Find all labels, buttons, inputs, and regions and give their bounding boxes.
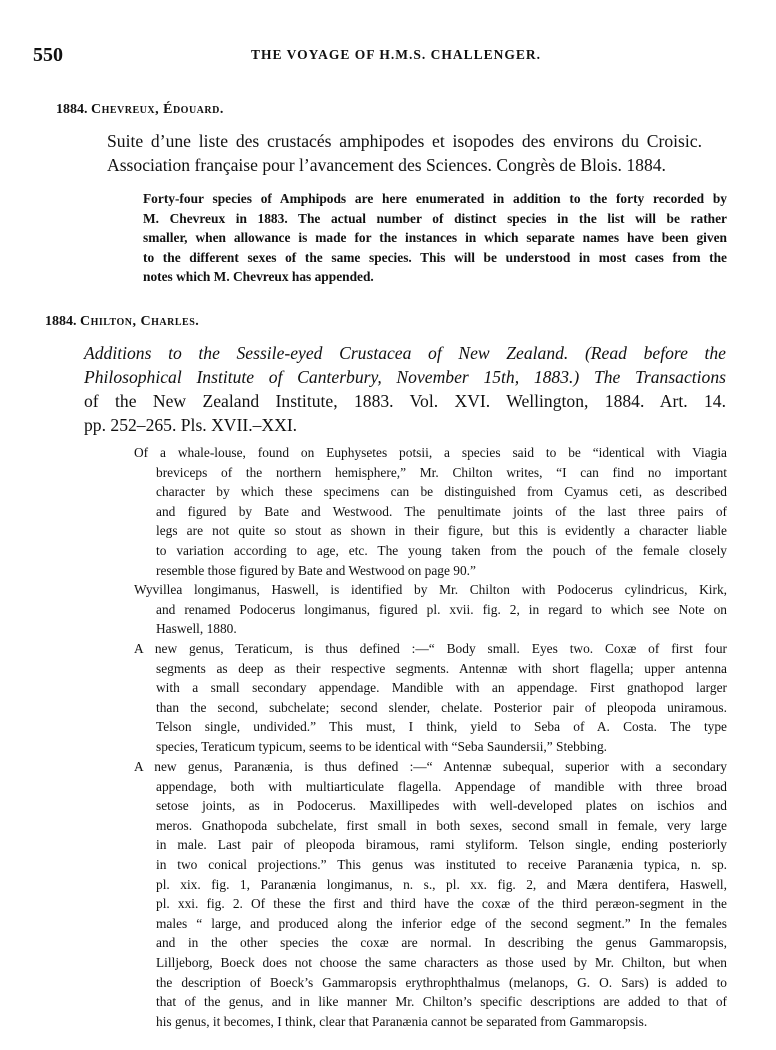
citation-line: Association française pour l’avancement des Sciences. Congrès de Blois. 1884. bbox=[107, 155, 666, 175]
citation-line: Additions to the Sessile-eyed Crustacea of New Zealand. (Read before the bbox=[84, 343, 726, 363]
paragraph-line: legs are not quite so stout as shown in their figure, but this is evidently a character liable bbox=[156, 523, 727, 539]
paragraph-line: breviceps of the northern hemisphere,” Mr. Chilton writes, “I can find no important bbox=[156, 464, 727, 480]
abstract-paragraph-wyvillea bbox=[134, 580, 727, 639]
paragraph-line: in two conical projections.” This genus was instituted to receive Paranænia typica, n. sp. bbox=[156, 856, 727, 872]
entry-author: Chevreux, Édouard. bbox=[91, 102, 224, 117]
page-number: 550 bbox=[33, 44, 63, 66]
entry-abstract bbox=[143, 189, 727, 287]
paragraph-line: pl. xix. fig. 1, Paranænia longimanus, n. s., pl. xx. fig. 2, and Mæra dentifera, Haswell, bbox=[156, 876, 727, 892]
abstract-paragraph-paranaenia bbox=[134, 757, 727, 1031]
entry-citation bbox=[107, 129, 702, 177]
entry-heading-chilton bbox=[45, 314, 199, 330]
paragraph-line: and figured by Bate and Westwood. The penultimate joints of the last three pairs of bbox=[156, 503, 727, 519]
paragraph-line: species, Teraticum typicum, seems to be identical with “Seba Saundersii,” Stebbing. bbox=[156, 738, 608, 754]
abstract-line: Forty-four species of Amphipods are here enumerated in addition to the forty recorded by bbox=[143, 191, 727, 206]
paragraph-line: to variation according to age, etc. The young taken from the pouch of the female closely bbox=[156, 542, 727, 558]
paragraph-line: and renamed Podocerus longimanus, figured pl. xvii. fig. 2, in regard to which see Note on bbox=[156, 601, 727, 617]
paragraph-line: A new genus, Teraticum, is thus defined :—“ Body small. Eyes two. Coxæ of first four bbox=[134, 641, 727, 656]
paragraph-line: Lilljeborg, Boeck does not choose the same characters as those used by Mr. Chilton, but when bbox=[156, 954, 727, 970]
abstract-line: to the different sexes of the same species. This will be understood in most cases from the bbox=[143, 249, 727, 265]
abstract-line: notes which M. Chevreux has appended. bbox=[143, 269, 374, 285]
paragraph-line: segments as deep as their respective segments. Antennæ with short flagella; upper antenna bbox=[156, 660, 727, 676]
citation-line: of the New Zealand Institute, 1883. Vol. XVI. Wellington, 1884. Art. 14. bbox=[84, 391, 726, 411]
entry-author: Chilton, Charles. bbox=[80, 314, 200, 329]
paragraph-line: his genus, it becomes, I think, clear that Paranænia cannot be separated from Gammaropsis. bbox=[156, 1013, 648, 1029]
paragraph-line: Telson single, undivided.” This must, I think, yield to Seba of A. Costa. The type bbox=[156, 719, 727, 735]
citation-line: Suite d’une liste des crustacés amphipodes et isopodes des environs du Croisic. bbox=[107, 131, 702, 151]
paragraph-line: resemble those figured by Bate and Westwood on page 90.” bbox=[156, 562, 476, 578]
paragraph-line: with a small secondary appendage. Mandible with an appendage. First gnathopod larger bbox=[156, 680, 727, 696]
paragraph-line: appendage, both with multiarticulate flagella. Appendage of mandible with three broad bbox=[156, 778, 727, 794]
paragraph-line: that of the genus, and in like manner Mr. Chilton’s specific descriptions are added to that of bbox=[156, 994, 727, 1010]
paragraph-line: meros. Gnathopoda subchelate, first small in both sexes, second small in female, very large bbox=[156, 817, 727, 833]
entry-year: 1884. bbox=[45, 314, 77, 329]
paragraph-line: Haswell, 1880. bbox=[156, 621, 237, 637]
paragraph-line: the description of Boeck’s Gammaropsis erythrophthalmus (melanops, G. O. Sars) is added to bbox=[156, 974, 727, 990]
entry-heading-chevreux bbox=[56, 102, 224, 118]
abstract-paragraph-teraticum bbox=[134, 639, 727, 757]
citation-line: pp. 252–265. Pls. XVII.–XXI. bbox=[84, 415, 298, 435]
running-title: THE VOYAGE OF H.M.S. CHALLENGER. bbox=[250, 47, 542, 62]
paragraph-line: in male. Last pair of pleopoda biramous, rami styliform. Telson single, ending posteriorly bbox=[156, 837, 727, 853]
abstract-paragraph-whale-louse bbox=[134, 443, 727, 580]
paragraph-line: and in the other species the coxæ are normal. In describing the genus Gammaropsis, bbox=[156, 935, 727, 951]
paragraph-line: males “ large, and produced along the inferior edge of the second segment.” In the females bbox=[156, 915, 727, 931]
paragraph-line: than the second, subchelate; second slender, chelate. Posterior pair of pleopoda uniramous. bbox=[156, 699, 727, 715]
paragraph-line: pl. xxi. fig. 2. Of these the first and third have the coxæ of the third peræon-segment in the bbox=[156, 896, 727, 912]
paragraph-line: Of a whale-louse, found on Euphysetes potsii, a species said to be “identical with Viagia bbox=[134, 445, 727, 460]
citation-line: Philosophical Institute of Canterbury, November 15th, 1883.) The Transactions bbox=[84, 367, 726, 387]
abstract-line: smaller, when allowance is made for the instances in which separate names have been given bbox=[143, 230, 727, 246]
abstract-line: M. Chevreux in 1883. The actual number of distinct species in the list will be rather bbox=[143, 210, 727, 226]
paragraph-line: Wyvillea longimanus, Haswell, is identified by Mr. Chilton with Podocerus cylindricus, Kirk, bbox=[134, 582, 727, 597]
entry-citation bbox=[84, 341, 726, 437]
running-head bbox=[33, 44, 759, 68]
paragraph-line: A new genus, Paranænia, is thus defined :—“ Antennæ subequal, superior with a secondary bbox=[134, 759, 727, 774]
paragraph-line: character by which these specimens can be distinguished from Cyamus ceti, as described bbox=[156, 484, 727, 500]
paragraph-line: setose joints, as in Podocerus. Maxillipedes with well-developed plates on ischios and bbox=[156, 798, 727, 814]
entry-year: 1884. bbox=[56, 102, 88, 117]
